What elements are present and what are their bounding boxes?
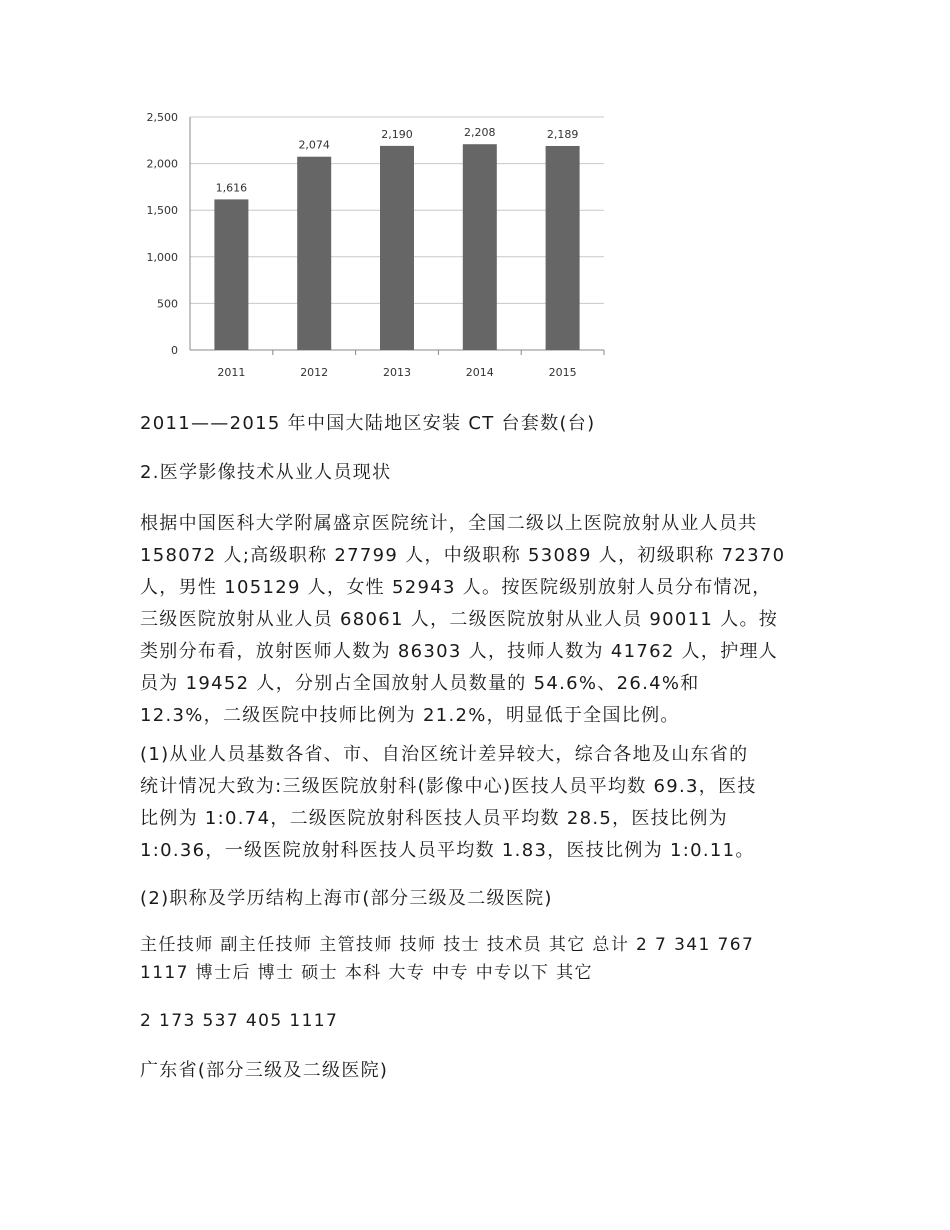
paragraph-line: 人，男性 105129 人，女性 52943 人。按医院级别放射人员分布情况， — [140, 577, 772, 598]
paragraph-line: (1)从业人员基数各省、市、自治区统计差异较大，综合各地及山东省的 — [140, 744, 749, 765]
data-label: 2,208 — [464, 126, 496, 140]
subheading-guangdong: 广东省(部分三级及二级医院) — [140, 1060, 389, 1081]
y-tick-label: 0 — [171, 344, 178, 357]
x-tick-label: 2013 — [383, 366, 411, 379]
paragraph-1 — [140, 508, 830, 732]
y-tick-label: 2,000 — [146, 157, 178, 171]
y-tick-label: 1,000 — [146, 250, 178, 264]
paragraph-line: 1:0.36，一级医院放射科医技人员平均数 1.83，医技比例为 1:0.11。 — [140, 840, 755, 861]
data-label: 2,190 — [381, 127, 413, 141]
paragraph-line: 统计情况大致为:三级医院放射科(影像中心)医技人员平均数 69.3，医技 — [140, 776, 757, 797]
chart-caption: 2011——2015 年中国大陆地区安装 CT 台套数(台) — [140, 413, 596, 434]
bar — [463, 144, 497, 350]
x-tick-label: 2011 — [217, 366, 246, 379]
paragraph-line: 员为 19452 人，分别占全国放射人员数量的 54.6%、26.4%和 — [140, 673, 700, 694]
chart-bars — [214, 144, 579, 350]
table-line: 主任技师 副主任技师 主管技师 技师 技士 技术员 其它 总计 2 7 341 767 — [140, 935, 755, 955]
paragraph-2 — [140, 739, 830, 867]
paragraph-line: 三级医院放射从业人员 68061 人，二级医院放射从业人员 90011 人。按 — [140, 609, 779, 630]
data-label: 2,189 — [546, 127, 579, 141]
y-tick-label: 1,500 — [146, 204, 178, 218]
x-tick-label: 2012 — [300, 366, 329, 379]
numbers-line: 2 173 537 405 1117 — [140, 1011, 339, 1031]
paragraph-line: 12.3%，二级医院中技师比例为 21.2%，明显低于全国比例。 — [140, 705, 680, 726]
bar — [380, 146, 414, 350]
y-tick-label: 500 — [157, 297, 178, 311]
paragraph-line: 根据中国医科大学附属盛京医院统计，全国二级以上医院放射从业人员共 — [140, 513, 758, 534]
bar — [546, 146, 580, 350]
paragraph-line: 类别分布看，放射医师人数为 86303 人，技师人数为 41762 人，护理人 — [140, 641, 779, 662]
data-label: 2,074 — [298, 138, 330, 152]
bar — [214, 199, 248, 350]
paragraph-line: 比例为 1:0.74，二级医院放射科医技人员平均数 28.5，医技比例为 — [140, 808, 728, 829]
data-label: 1,616 — [215, 181, 248, 195]
table-line: 1117 博士后 博士 硕士 本科 大专 中专 中专以下 其它 — [140, 963, 593, 983]
ct-bar-chart — [130, 100, 620, 390]
x-tick-label: 2014 — [465, 366, 494, 379]
section-heading: 2.医学影像技术从业人员现状 — [140, 462, 392, 483]
y-tick-label: 2,500 — [146, 111, 178, 124]
subheading-shanghai: (2)职称及学历结构上海市(部分三级及二级医院) — [140, 888, 553, 909]
x-tick-label: 2015 — [548, 366, 577, 379]
bar — [297, 157, 331, 350]
chart-labels — [147, 111, 579, 379]
table-text — [140, 931, 830, 987]
paragraph-line: 158072 人;高级职称 27799 人，中级职称 53089 人，初级职称 72370 — [140, 545, 786, 566]
